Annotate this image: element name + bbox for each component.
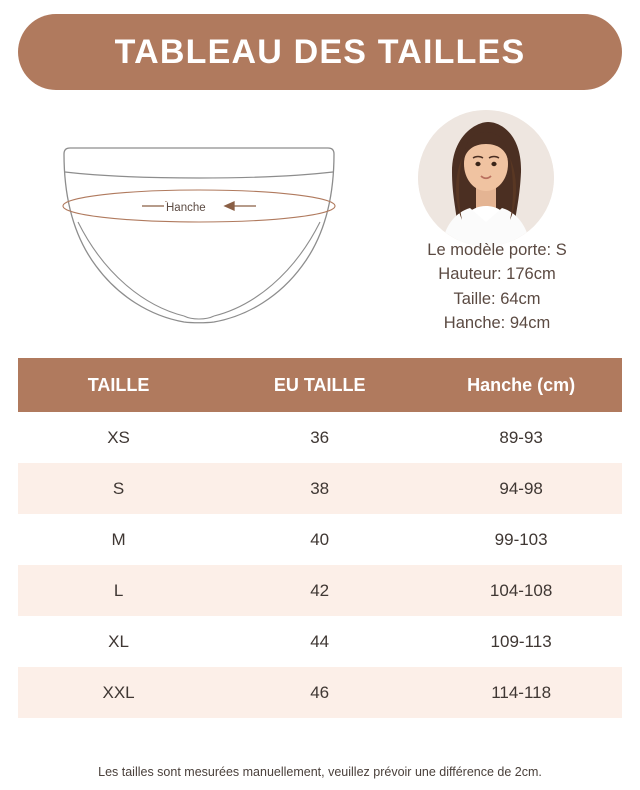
cell-eu-size: 42 [219,565,420,616]
cell-eu-size: 44 [219,616,420,667]
model-info-line-2: Hauteur: 176cm [438,265,556,284]
upper-section [0,100,640,358]
cell-eu-size: 40 [219,514,420,565]
model-info-line-1: Le modèle porte: S [427,241,567,259]
cell-eu-size: 38 [219,463,420,514]
cell-hip: 104-108 [420,565,622,616]
model-photo [418,110,554,246]
size-table [18,358,622,718]
model-info [372,238,622,335]
table-row [18,412,622,463]
cell-size: M [18,514,219,565]
cell-eu-size: 36 [219,412,420,463]
column-header-hip: Hanche (cm) [420,358,622,412]
cell-hip: 99-103 [420,514,622,565]
footnote: Les tailles sont mesurées manuellement, veuillez prévoir une différence de 2cm. [98,765,542,779]
cell-hip: 109-113 [420,616,622,667]
cell-hip: 94-98 [420,463,622,514]
cell-size: S [18,463,219,514]
garment-diagram [34,124,364,334]
hip-measure-label: Hanche [166,202,206,214]
cell-size: XS [18,412,219,463]
cell-eu-size: 46 [219,667,420,718]
cell-size: L [18,565,219,616]
table-row [18,667,622,718]
header-banner [18,14,622,90]
model-photo-illustration [418,110,554,246]
column-header-size: TAILLE [18,358,219,412]
size-table-head [18,358,622,412]
column-header-eu-size: EU TAILLE [219,358,420,412]
cell-size: XXL [18,667,219,718]
table-row [18,463,622,514]
size-table-body [18,412,622,718]
model-info-line-4: Hanche: 94cm [443,313,551,332]
model-info-line-3: Taille: 64cm [453,289,541,308]
table-row [18,565,622,616]
page-title: TABLEAU DES TAILLES [114,33,526,71]
table-row [18,514,622,565]
table-row [18,616,622,667]
cell-hip: 114-118 [420,667,622,718]
panties-illustration [34,124,364,334]
cell-size: XL [18,616,219,667]
cell-hip: 89-93 [420,412,622,463]
table-header-row [18,358,622,412]
